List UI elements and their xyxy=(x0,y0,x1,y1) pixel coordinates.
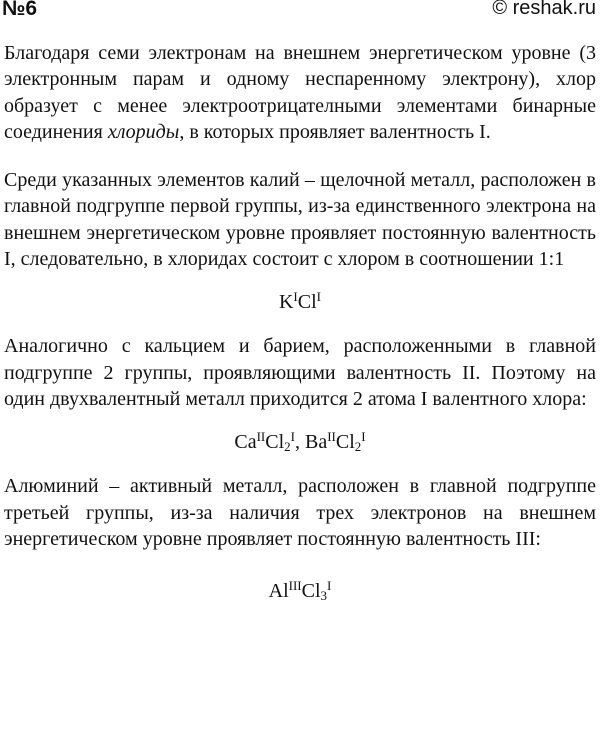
valence-superscript: I xyxy=(361,429,366,445)
valence-superscript: II xyxy=(327,429,336,445)
formula-alcl3 xyxy=(4,578,596,604)
element-symbol: Al xyxy=(268,580,289,603)
valence-superscript: III xyxy=(288,578,302,594)
valence-superscript: I xyxy=(327,578,332,594)
formula-cacl2-bacl2 xyxy=(4,429,596,455)
valence-superscript: I xyxy=(290,429,295,445)
element-symbol: Cl xyxy=(297,291,317,314)
valence-superscript: II xyxy=(256,429,266,445)
paragraph-chlorine-valence xyxy=(4,40,596,145)
formula-separator: , xyxy=(295,431,305,454)
paragraph-text: Благодаря семи электронам на внешнем энергетическом уровне (3 электронным парам и одному неспаренному электрону), хлор образует с менее электроотрицателными элементами бинарные соединения xyxy=(4,42,596,143)
valence-superscript: I xyxy=(316,289,322,305)
count-subscript: 3 xyxy=(320,588,328,604)
element-symbol: Cl xyxy=(335,431,355,454)
valence-superscript: I xyxy=(293,289,298,305)
watermark: © reshak.ru xyxy=(492,0,596,19)
count-subscript: 2 xyxy=(354,439,362,455)
formula-kcl xyxy=(4,289,596,315)
page-header xyxy=(0,0,600,24)
term-chlorides: хлориды xyxy=(107,120,180,143)
element-symbol: Ca xyxy=(234,431,257,454)
paragraph-calcium-barium: Аналогично с кальцием и барием, расположенными в главной подгруппе 2 группы, проявляющими валентность II. Поэтому на один двухвалентный металл приходится 2 атома I валентного хлора: xyxy=(4,335,596,410)
count-subscript: 2 xyxy=(284,439,291,455)
element-symbol: Ba xyxy=(305,431,328,454)
element-symbol: K xyxy=(278,291,294,314)
paragraph-potassium: Среди указанных элементов калий – щелочной металл, расположен в главной подгруппе первой группы, из-за единственного электрона на внешнем энергетическом уровне проявляет постоянную валентность I, следовательно, в хлоридах состоит с хлором в соотношении 1:1 xyxy=(4,169,596,271)
paragraph-aluminium: Алюминий – активный металл, расположен в главной подгруппе третьей группы, из-за наличия трех электронов на внешнем энергетическом уровне проявляет постоянную валентность III: xyxy=(4,475,596,550)
element-symbol: Cl xyxy=(265,431,285,454)
task-number: №6 xyxy=(2,0,38,20)
solution-content xyxy=(4,40,596,604)
paragraph-text: , в которых проявляет валентность I. xyxy=(179,120,491,143)
element-symbol: Cl xyxy=(301,580,321,603)
